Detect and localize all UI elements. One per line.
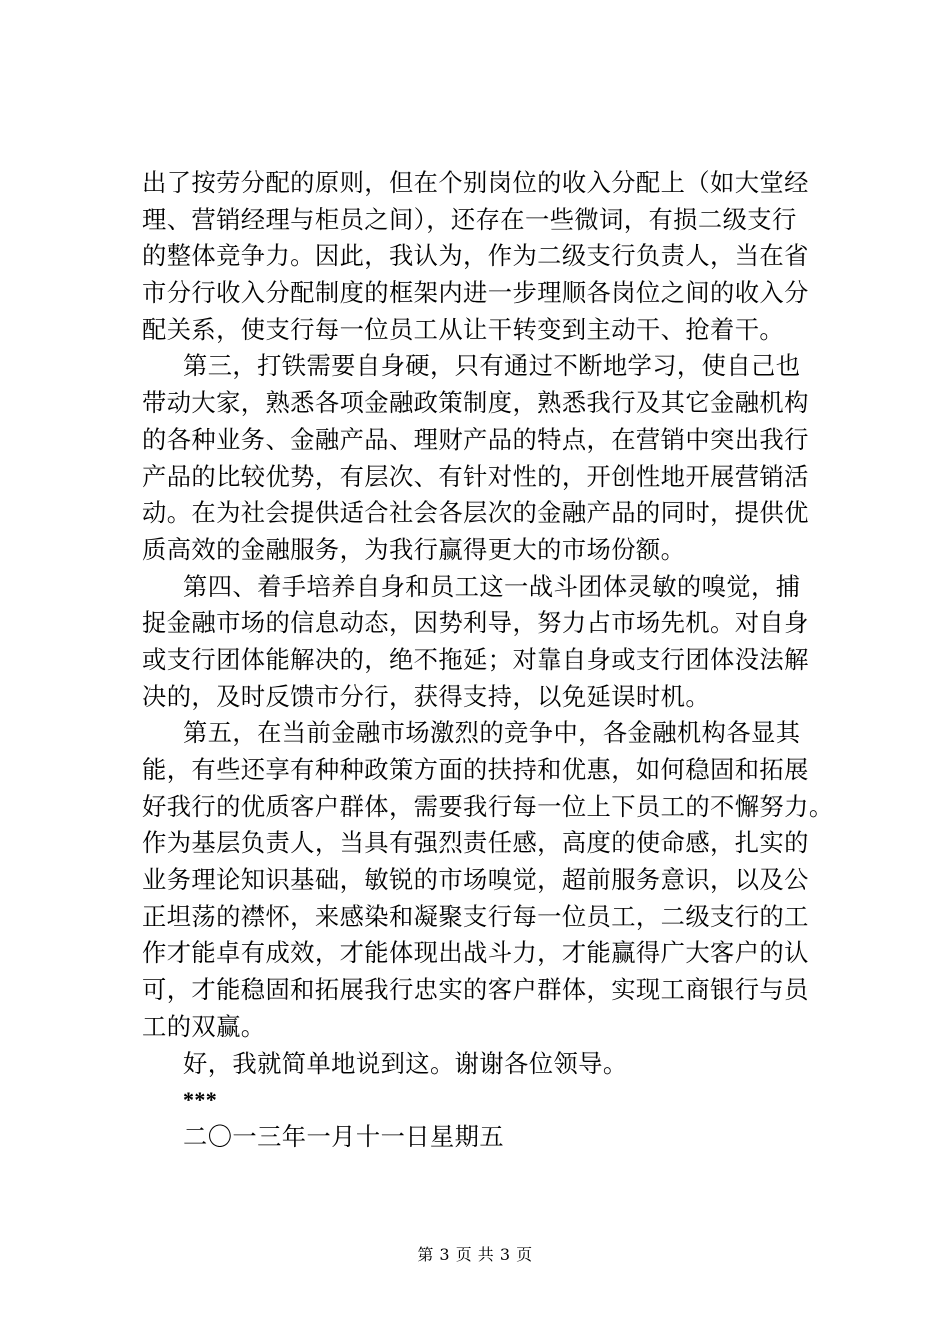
body-text [142,165,842,1156]
signature: *** [183,1087,218,1113]
text-line-2: 理、营销经理与柜员之间），还存在一些微词，有损二级支行 [142,204,797,234]
text-line-4: 市分行收入分配制度的框架内进一步理顺各岗位之间的收入分 [142,278,809,308]
page-footer: 第 3 页 共 3 页 [417,1245,533,1264]
text-line-1: 出了按劳分配的原则，但在个别岗位的收入分配上（如大堂经 [142,168,809,197]
text-line-25: 好，我就简单地说到这。谢谢各位领导。 [183,1048,628,1078]
text-line-17: 能，有些还享有种种政策方面的扶持和优惠，如何稳固和拓展 [142,755,809,784]
text-line-11: 质高效的金融服务，为我行赢得更大的市场份额。 [142,534,686,564]
text-line-7: 带动大家，熟悉各项金融政策制度，熟悉我行及其它金融机构 [142,388,809,418]
text-line-22: 作才能卓有成效，才能体现出战斗力，才能赢得广大客户的认 [142,938,809,968]
text-line-24: 工的双赢。 [142,1011,266,1041]
text-line-15: 决的，及时反馈市分行，获得支持，以免延误时机。 [142,681,711,711]
date-line: 二〇一三年一月十一日星期五 [183,1121,505,1151]
text-line-12: 第四、着手培养自身和员工这一战斗团体灵敏的嗅觉，捕 [183,571,801,601]
text-line-21: 正坦荡的襟怀，来感染和凝聚支行每一位员工，二级支行的工 [142,901,809,931]
text-line-9: 产品的比较优势，有层次、有针对性的，开创性地开展营销活 [142,461,809,491]
text-line-14: 或支行团体能解决的，绝不拖延；对靠自身或支行团体没法解 [142,644,809,674]
text-line-16: 第五，在当前金融市场激烈的竞争中，各金融机构各显其 [183,718,801,748]
text-line-18: 好我行的优质客户群体，需要我行每一位上下员工的不懈努力。 [142,791,834,821]
text-line-3: 的整体竞争力。因此，我认为，作为二级支行负责人，当在省 [142,241,809,271]
text-line-5: 配关系，使支行每一位员工从让干转变到主动干、抢着干。 [142,314,785,344]
text-line-8: 的各种业务、金融产品、理财产品的特点，在营销中突出我行 [142,424,809,454]
text-line-6: 第三，打铁需要自身硬，只有通过不断地学习，使自己也 [183,351,801,381]
text-line-19: 作为基层负责人，当具有强烈责任感，高度的使命感，扎实的 [142,828,809,858]
text-line-23: 可，才能稳固和拓展我行忠实的客户群体，实现工商银行与员 [142,975,809,1005]
text-line-10: 动。在为社会提供适合社会各层次的金融产品的同时，提供优 [142,498,809,528]
text-line-20: 业务理论知识基础，敏锐的市场嗅觉，超前服务意识，以及公 [142,865,809,895]
text-line-13: 捉金融市场的信息动态，因势利导，努力占市场先机。对自身 [142,608,809,638]
